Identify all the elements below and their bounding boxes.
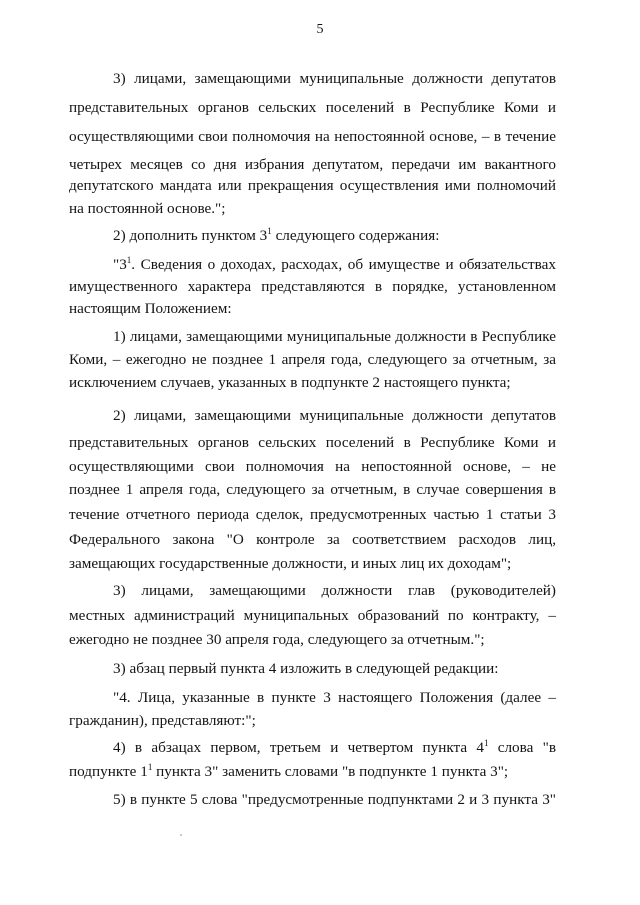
text-line: Федерального закона "О контроле за соответствием расходов лиц, (69, 531, 556, 548)
superscript: 1 (267, 226, 272, 236)
text-line: 5) в пункте 5 слова "предусмотренные подпунктами 2 и 3 пункта 3" (113, 791, 556, 808)
text-line: осуществляющими свои полномочия на непостоянной основе, – не (69, 458, 556, 475)
text-line: Коми, – ежегодно не позднее 1 апреля года, следующего за отчетным, за (69, 351, 556, 368)
text-line: течение отчетного периода сделок, предусмотренных частью 1 статьи 3 (69, 506, 556, 523)
superscript: 1 (126, 255, 132, 265)
superscript: 1 (147, 762, 153, 772)
text-line: настоящим Положением: (69, 300, 232, 317)
text-line: представительных органов сельских поселений в Республике Коми и (69, 434, 556, 451)
text-line: 3) лицами, замещающими муниципальные должности депутатов (113, 70, 556, 87)
text-line: местных администраций муниципальных образований по контракту, – (69, 607, 556, 624)
text-line (113, 256, 556, 274)
text-line: на постоянной основе."; (69, 200, 226, 217)
text-line: ежегодно не позднее 30 апреля года, следующего за отчетным."; (69, 631, 485, 648)
text-run: следующего содержания: (271, 227, 440, 244)
text-line (69, 763, 556, 781)
text-line: гражданин), представляют:"; (69, 712, 256, 729)
text-line (113, 739, 556, 757)
text-line: имущественного характера представляются в порядке, установленном (69, 278, 556, 295)
text-line: 2) лицами, замещающими муниципальные должности депутатов (113, 407, 556, 424)
text-line: 3) лицами, замещающими должности глав (руководителей) (113, 582, 556, 599)
text-line: 3) абзац первый пункта 4 изложить в следующей редакции: (113, 660, 499, 677)
text-line: 1) лицами, замещающими муниципальные должности в Республике (113, 328, 556, 345)
scan-speck (180, 834, 182, 836)
text-run: 4) в абзацах первом, третьем и четвертом пункта 4 (113, 739, 484, 756)
text-line: "4. Лица, указанные в пункте 3 настоящего Положения (далее – (113, 689, 556, 706)
text-line (113, 227, 556, 245)
superscript: 1 (483, 738, 489, 748)
text-line: представительных органов сельских поселений в Республике Коми и (69, 99, 556, 116)
text-line: позднее 1 апреля года, следующего за отчетным, в случае совершения в (69, 481, 556, 498)
text-run: 2) дополнить пунктом 3 (113, 227, 268, 244)
text-run: пункта 3" заменить словами "в подпункте 1 пункта 3"; (152, 763, 509, 780)
text-run: подпункте 1 (69, 763, 148, 780)
text-line: депутатского мандата или прекращения осуществления ими полномочий (69, 177, 556, 194)
text-run: слова "в (488, 739, 556, 756)
text-line: четырех месяцев со дня избрания депутатом, передачи им вакантного (69, 156, 556, 173)
text-run: "3 (113, 256, 127, 273)
page-number: 5 (316, 22, 324, 37)
text-line: исключением случаев, указанных в подпункте 2 настоящего пункта; (69, 374, 511, 391)
text-run: . Сведения о доходах, расходах, об имуществе и обязательствах (131, 256, 556, 273)
text-line: замещающих государственные должности, и иных лиц их доходам"; (69, 555, 512, 572)
text-line: осуществляющими свои полномочия на непостоянной основе, – в течение (69, 128, 556, 145)
